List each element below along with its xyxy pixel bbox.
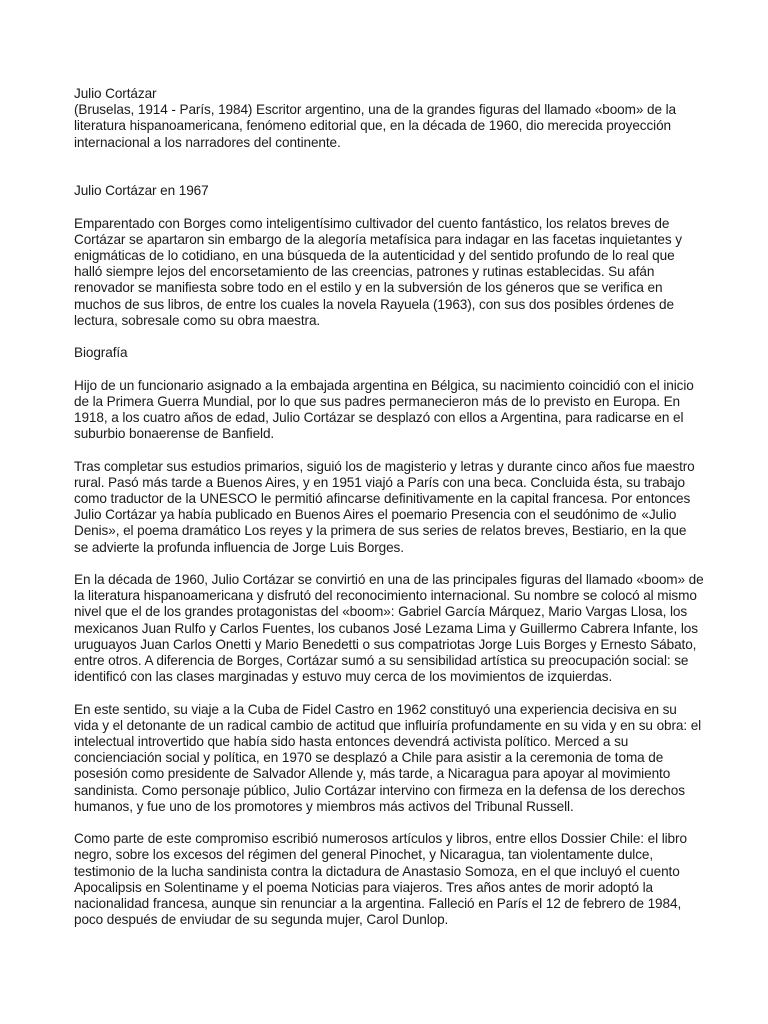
section-heading-biografia: Biografía xyxy=(74,345,128,361)
document-title: Julio Cortázar xyxy=(74,86,157,101)
bio-paragraph-4: En este sentido, su viaje a la Cuba de Fidel Castro en 1962 constituyó una experiencia decisiva en su vida y el detonante de un radical cambio de actitud que influiría profundamente en su vida y en su obra: el intelectual introvertido que había sido hasta entonces devendrá activista político. Merced a su concienciación social y política, en 1970 se desplazó a Chile para asistir a la ceremonia de toma de posesión como presidente de Salvador Allende y, más tarde, a Nicaragua para apoyar al movimiento sandinista. Como personaje público, Julio Cortázar intervino con firmeza en la defensa de los derechos humanos, y fue uno de los promotores y miembros más activos del Tribunal Russell. xyxy=(74,701,702,814)
intro-paragraph: (Bruselas, 1914 - París, 1984) Escritor argentino, una de la grandes figuras del llamado «boom» de la literatura hispanoamericana, fenómeno editorial que, en la década de 1960, dio merecida proyección internacional a los narradores del continente. xyxy=(74,102,676,150)
overview-paragraph: Emparentado con Borges como inteligentísimo cultivador del cuento fantástico, los relatos breves de Cortázar se apartaron sin embargo de la alegoría metafísica para indagar en las facetas inquietantes y enigmáticas de lo cotidiano, en una búsqueda de la autenticidad y del sentido profundo de lo real que halló siempre lejos del encorsetamiento de las creencias, patrones y rutinas establecidas. Su afán renovador se manifiesta sobre todo en el estilo y en la subversión de los géneros que se verifica en muchos de sus libros, de entre los cuales la novela Rayuela (1963), con sus dos posibles órdenes de lectura, sobresale como su obra maestra. xyxy=(74,215,682,328)
photo-caption: Julio Cortázar en 1967 xyxy=(74,183,209,199)
document-page xyxy=(74,86,704,945)
bio-paragraph-5: Como parte de este compromiso escribió numerosos artículos y libros, entre ellos Dossier Chile: el libro negro, sobre los excesos del régimen del general Pinochet, y Nicaragua, tan violentamente dulce, testimonio de la lucha sandinista contra la dictadura de Anastasio Somoza, en el que incluyó el cuento Apocalipsis en Solentiname y el poema Noticias para viajeros. Tres años antes de morir adoptó la nacionalidad francesa, aunque sin renunciar a la argentina. Falleció en París el 12 de febrero de 1984, poco después de enviudar de su segunda mujer, Carol Dunlop. xyxy=(74,831,687,928)
bio-paragraph-3: En la década de 1960, Julio Cortázar se convirtió en una de las principales figuras del llamado «boom» de la literatura hispanoamericana y disfrutó del reconocimiento internacional. Su nombre se colocó al mismo nivel que el de los grandes protagonistas del «boom»: Gabriel García Márquez, Mario Vargas Llosa, los mexicanos Juan Rulfo y Carlos Fuentes, los cubanos José Lezama Lima y Guillermo Cabrera Infante, los uruguayos Juan Carlos Onetti y Mario Benedetti o sus compatriotas Jorge Luis Borges y Ernesto Sábato, entre otros. A diferencia de Borges, Cortázar sumó a su sensibilidad artística su preocupación social: se identificó con las clases marginadas y estuvo muy cerca de los movimientos de izquierdas. xyxy=(74,572,704,685)
bio-paragraph-2: Tras completar sus estudios primarios, siguió los de magisterio y letras y durante cinco años fue maestro rural. Pasó más tarde a Buenos Aires, y en 1951 viajó a París con una beca. Concluida ésta, su trabajo como traductor de la UNESCO le permitió afincarse definitivamente en la capital francesa. Por entonces Julio Cortázar ya había publicado en Buenos Aires el poemario Presencia con el seudónimo de «Julio Denis», el poema dramático Los reyes y la primera de sus series de relatos breves, Bestiario, en la que se advierte la profunda influencia de Jorge Luis Borges. xyxy=(74,458,695,555)
spacer xyxy=(74,151,704,183)
title-block xyxy=(74,86,704,151)
bio-paragraph-1: Hijo de un funcionario asignado a la embajada argentina en Bélgica, su nacimiento coincidió con el inicio de la Primera Guerra Mundial, por lo que sus padres permanecieron más de lo previsto en Europa. En 1918, a los cuatro años de edad, Julio Cortázar se desplazó con ellos a Argentina, para radicarse en el suburbio bonaerense de Banfield. xyxy=(74,377,694,442)
